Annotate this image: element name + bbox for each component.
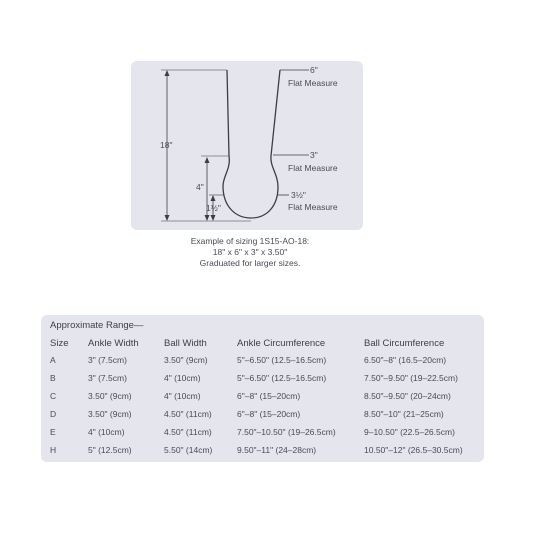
- label-ankle-width: 3": [310, 150, 318, 160]
- cell-ankle-width: 3.50" (9cm): [88, 409, 132, 419]
- cell-ankle-circumference: 5"–6.50" (12.5–16.5cm): [237, 355, 327, 365]
- cell-ball-circumference: 9–10.50" (22.5–26.5cm): [364, 427, 455, 437]
- cell-ball-circumference: 6.50"–8" (16.5–20cm): [364, 355, 447, 365]
- cell-ball-circumference: 8.50"–9.50" (20–24cm): [364, 391, 451, 401]
- cell-size: E: [50, 427, 56, 437]
- cell-size: D: [50, 409, 57, 419]
- sizing-caption: [150, 236, 350, 269]
- header-ankle-width: Ankle Width: [88, 338, 139, 349]
- caption-line-3: Graduated for larger sizes.: [199, 258, 301, 268]
- cell-ball-circumference: 8.50"–10" (21–25cm): [364, 409, 444, 419]
- cell-ankle-circumference: 5"–6.50" (12.5–16.5cm): [237, 373, 327, 383]
- cell-ball-width: 5.50" (14cm): [164, 445, 213, 455]
- caption-line-2: 18" x 6" x 3" x 3.50": [212, 247, 288, 257]
- header-ball-width: Ball Width: [164, 338, 207, 349]
- label-top-width: 6": [310, 65, 318, 75]
- label-height-4: 4": [196, 182, 204, 192]
- cell-ankle-circumference: 9.50"–11" (24–28cm): [237, 445, 317, 455]
- cell-size: A: [50, 355, 56, 365]
- cell-ball-circumference: 10.50"–12" (26.5–30.5cm): [364, 445, 463, 455]
- cell-ball-width: 4" (10cm): [164, 391, 201, 401]
- label-ball-width: 3½": [291, 190, 306, 200]
- label-height-1-5: 1½": [206, 203, 221, 213]
- cell-ankle-width: 3" (7.5cm): [88, 355, 127, 365]
- cell-ankle-width: 5" (12.5cm): [88, 445, 132, 455]
- cell-ankle-width: 4" (10cm): [88, 427, 125, 437]
- cell-ankle-circumference: 6"–8" (15–20cm): [237, 409, 301, 419]
- label-ankle-flat: Flat Measure: [288, 163, 338, 173]
- cell-ball-circumference: 7.50"–9.50" (19–22.5cm): [364, 373, 458, 383]
- header-size: Size: [50, 338, 69, 349]
- sock-outline: [223, 70, 280, 218]
- cell-size: H: [50, 445, 57, 455]
- header-ankle-circumference: Ankle Circumference: [237, 338, 326, 349]
- header-ball-circumference: Ball Circumference: [364, 338, 445, 349]
- caption-line-1: Example of sizing 1S15-AO-18:: [190, 236, 310, 246]
- cell-size: B: [50, 373, 56, 383]
- cell-ankle-circumference: 7.50"–10.50" (19–26.5cm): [237, 427, 336, 437]
- cell-ankle-width: 3.50" (9cm): [88, 391, 132, 401]
- cell-ball-width: 4.50" (11cm): [164, 409, 212, 419]
- cell-ball-width: 4.50" (11cm): [164, 427, 212, 437]
- cell-ball-width: 3.50" (9cm): [164, 355, 208, 365]
- cell-ankle-circumference: 6"–8" (15–20cm): [237, 391, 301, 401]
- label-top-flat: Flat Measure: [288, 78, 338, 88]
- label-ball-flat: Flat Measure: [288, 202, 338, 212]
- cell-ball-width: 4" (10cm): [164, 373, 201, 383]
- range-table-title: Approximate Range—: [50, 320, 144, 331]
- cell-size: C: [50, 391, 57, 401]
- cell-ankle-width: 3" (7.5cm): [88, 373, 127, 383]
- label-height-18: 18": [160, 140, 173, 150]
